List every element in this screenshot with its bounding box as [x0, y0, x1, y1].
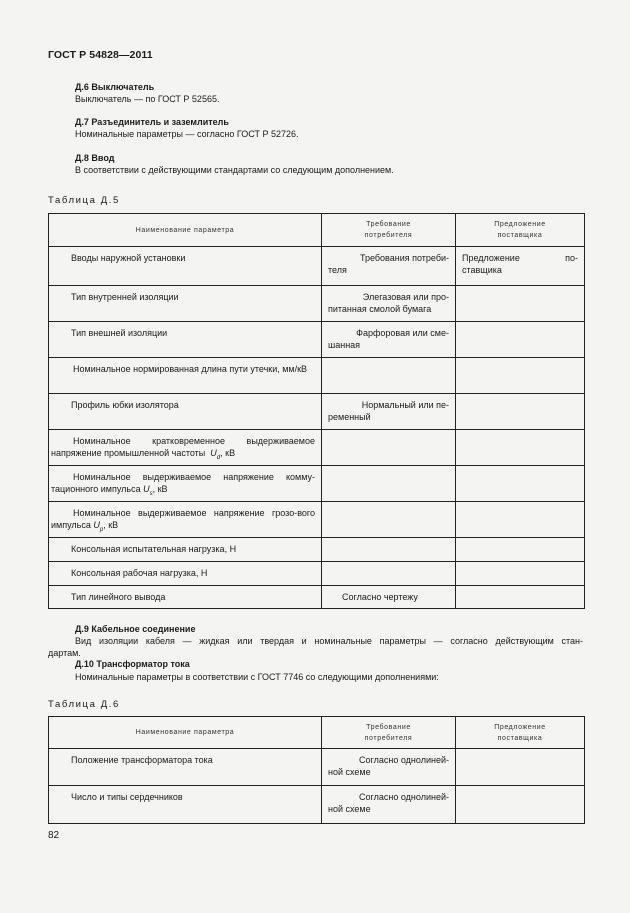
table-row-offer	[456, 749, 585, 786]
section-d10-text: Номинальные параметры в соответствии с ГОСТ 7746 со следующими дополнениями:	[75, 672, 439, 682]
table-row-offer: Предложение по- ставщика	[456, 247, 585, 286]
table-row-requirement: Требования потреби- теля	[322, 247, 456, 286]
table-row-parameter: Вводы наружной установки	[49, 247, 322, 286]
table-row-offer	[456, 322, 585, 358]
table-d6-header-offer: Предложение поставщика	[456, 717, 585, 749]
section-d7-title: Д.7 Разъединитель и заземлитель	[75, 117, 229, 127]
table-row-requirement: Согласно однолиней- ной схеме	[322, 786, 456, 824]
table-row-parameter: Тип линейного вывода	[49, 586, 322, 609]
table-d5-caption: Таблица Д.5	[48, 195, 120, 206]
table-d6-caption: Таблица Д.6	[48, 699, 120, 710]
table-row-offer	[456, 394, 585, 430]
table-row-offer	[456, 786, 585, 824]
table-row-parameter-text: Номинальное выдерживаемое напряжение грозо-вого импульса	[51, 508, 315, 530]
table-row-parameter: Консольная рабочая нагрузка, Н	[49, 562, 322, 586]
table-d5-header-offer: Предложение поставщика	[456, 214, 585, 247]
table-row-parameter: Положение трансформатора тока	[49, 749, 322, 786]
table-row-parameter	[49, 466, 322, 502]
table-row-parameter	[49, 502, 322, 538]
table-row-requirement	[322, 430, 456, 466]
table-row-requirement: Согласно однолиней- ной схеме	[322, 749, 456, 786]
section-d8-text: В соответствии с действующими стандартами со следующим дополнением.	[75, 165, 394, 175]
table-row-offer	[456, 502, 585, 538]
table-row-offer	[456, 562, 585, 586]
table-row-parameter: Тип внешней изоляции	[49, 322, 322, 358]
table-row-requirement: Согласно чертежу	[322, 586, 456, 609]
section-d7-text: Номинальные параметры — согласно ГОСТ Р 52726.	[75, 129, 299, 139]
symbol-ud: $U_d$	[210, 448, 221, 461]
table-row-offer	[456, 586, 585, 609]
unit-kv: , кВ	[220, 448, 236, 458]
table-d6	[48, 716, 585, 824]
table-d5-header-requirement: Требование потребителя	[322, 214, 456, 247]
table-row-requirement	[322, 358, 456, 394]
unit-kv: , кВ	[103, 520, 119, 530]
table-row-parameter-text: Номинальное выдерживаемое напряжение комму-тационного импульса	[51, 472, 315, 494]
table-d6-header-parameter: Наименование параметра	[49, 717, 322, 749]
section-d10-title: Д.10 Трансформатор тока	[75, 659, 190, 669]
table-row-parameter: Число и типы сердечников	[49, 786, 322, 824]
section-d9-text-line2: дартам.	[48, 648, 81, 658]
table-row-offer	[456, 430, 585, 466]
table-row-requirement: Нормальный или пе- ременный	[322, 394, 456, 430]
table-row-offer	[456, 358, 585, 394]
table-d5	[48, 213, 585, 609]
table-row-parameter: Номинальное нормированная длина пути утечки, мм/кВ	[49, 358, 322, 394]
table-row-requirement	[322, 502, 456, 538]
table-row-parameter-text: Номинальное кратковременное выдерживаемое напряжение промышленной частоты	[51, 436, 315, 458]
table-row-requirement	[322, 562, 456, 586]
section-d6-text: Выключатель — по ГОСТ Р 52565.	[75, 94, 220, 104]
table-row-parameter: Профиль юбки изолятора	[49, 394, 322, 430]
table-row-parameter: Консольная испытательная нагрузка, Н	[49, 538, 322, 562]
table-d5-header-parameter: Наименование параметра	[49, 214, 322, 247]
table-row-offer	[456, 538, 585, 562]
table-row-requirement: Элегазовая или про- питанная смолой бумага	[322, 286, 456, 322]
table-d6-header-requirement: Требование потребителя	[322, 717, 456, 749]
table-row-requirement: Фарфоровая или сме- шанная	[322, 322, 456, 358]
symbol-us: $U_s$	[143, 484, 153, 497]
section-d9-text-line1: Вид изоляции кабеля — жидкая или твердая и номинальные параметры — согласно действующим стан-	[75, 636, 583, 646]
unit-kv: , кВ	[152, 484, 168, 494]
table-row-parameter	[49, 430, 322, 466]
page-number: 82	[48, 830, 60, 841]
table-row-offer	[456, 286, 585, 322]
table-row-parameter: Тип внутренней изоляции	[49, 286, 322, 322]
document-header: ГОСТ Р 54828—2011	[48, 49, 153, 61]
section-d8-title: Д.8 Ввод	[75, 153, 115, 163]
symbol-up: $U_p$	[93, 520, 104, 533]
table-row-requirement	[322, 466, 456, 502]
table-row-offer	[456, 466, 585, 502]
section-d9-title: Д.9 Кабельное соединение	[75, 624, 196, 634]
table-row-requirement	[322, 538, 456, 562]
section-d6-title: Д.6 Выключатель	[75, 82, 155, 92]
